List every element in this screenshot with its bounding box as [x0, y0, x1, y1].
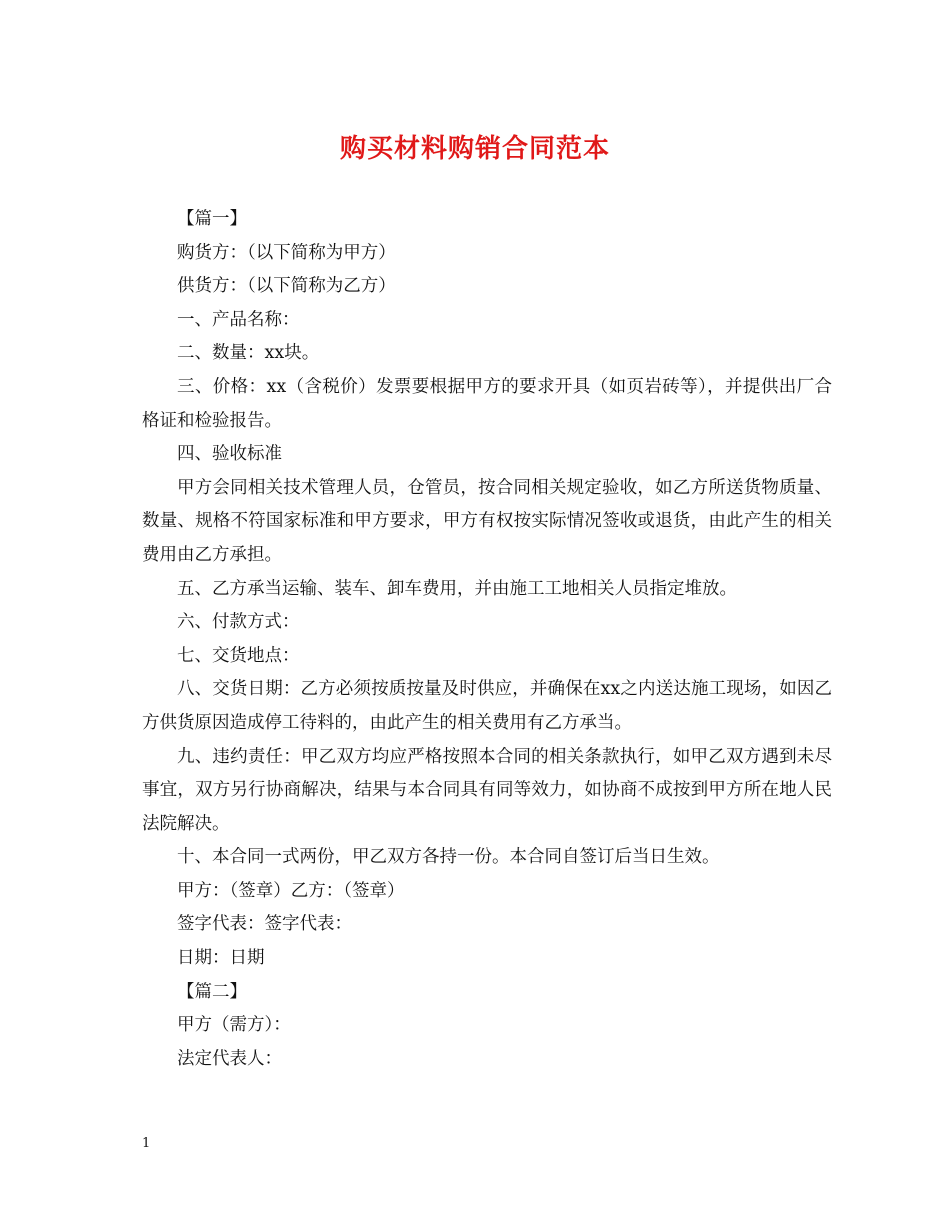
clause-copies: 十、本合同一式两份，甲乙双方各持一份。本合同自签订后当日生效。: [177, 847, 720, 868]
section-heading-part-two: 【篇二】: [177, 981, 247, 1002]
clause-product-name: 一、产品名称：: [177, 309, 300, 330]
document-title: 购买材料购销合同范本: [339, 134, 610, 164]
date-line: 日期：日期: [177, 948, 265, 969]
buyer-line: 购货方：（以下简称为甲方）: [177, 242, 396, 263]
clause-acceptance-heading: 四、验收标准: [177, 444, 282, 465]
section-heading-part-one: 【篇一】: [177, 209, 247, 229]
clause-payment: 六、付款方式：: [177, 612, 300, 633]
clause-transport: 五、乙方承当运输、装车、卸车费用，并由施工工地相关人员指定堆放。: [177, 578, 737, 599]
clause-liability: 九、违约责任：甲乙双方均应严格按照本合同的相关条款执行，如甲乙双方遇到未尽事宜，双方另行协商解决，结果与本合同具有同等效力，如协商不成按到甲方所在地人民法院解决。: [142, 746, 832, 834]
legal-representative-line: 法定代表人：: [177, 1048, 282, 1069]
page-number: 1: [142, 1136, 151, 1151]
supplier-line: 供货方：（以下简称为乙方）: [177, 276, 396, 297]
clause-delivery-place: 七、交货地点：: [177, 645, 300, 666]
document-body: [142, 203, 832, 1076]
party-a-line: 甲方（需方）：: [177, 1015, 291, 1036]
clause-delivery-date: 八、交货日期：乙方必须按质按量及时供应，并确保在xx之内送达施工现场，如因乙方供货原因造成停工待料的，由此产生的相关费用有乙方承当。: [142, 679, 832, 733]
representative-line: 签字代表：签字代表：: [177, 914, 352, 935]
clause-price: 三、价格：xx（含税价）发票要根据甲方的要求开具（如页岩砖等），并提供出厂合格证和检验报告。: [142, 376, 832, 431]
clause-quantity: 二、数量：xx块。: [177, 343, 320, 364]
clause-acceptance-body: 甲方会同相关技术管理人员，仓管员，按合同相关规定验收，如乙方所送货物质量、数量、规格不符国家标准和甲方要求，甲方有权按实际情况签收或退货，由此产生的相关费用由乙方承担。: [142, 477, 832, 565]
signature-line: 甲方：（签章）乙方：（签章）: [177, 880, 405, 901]
